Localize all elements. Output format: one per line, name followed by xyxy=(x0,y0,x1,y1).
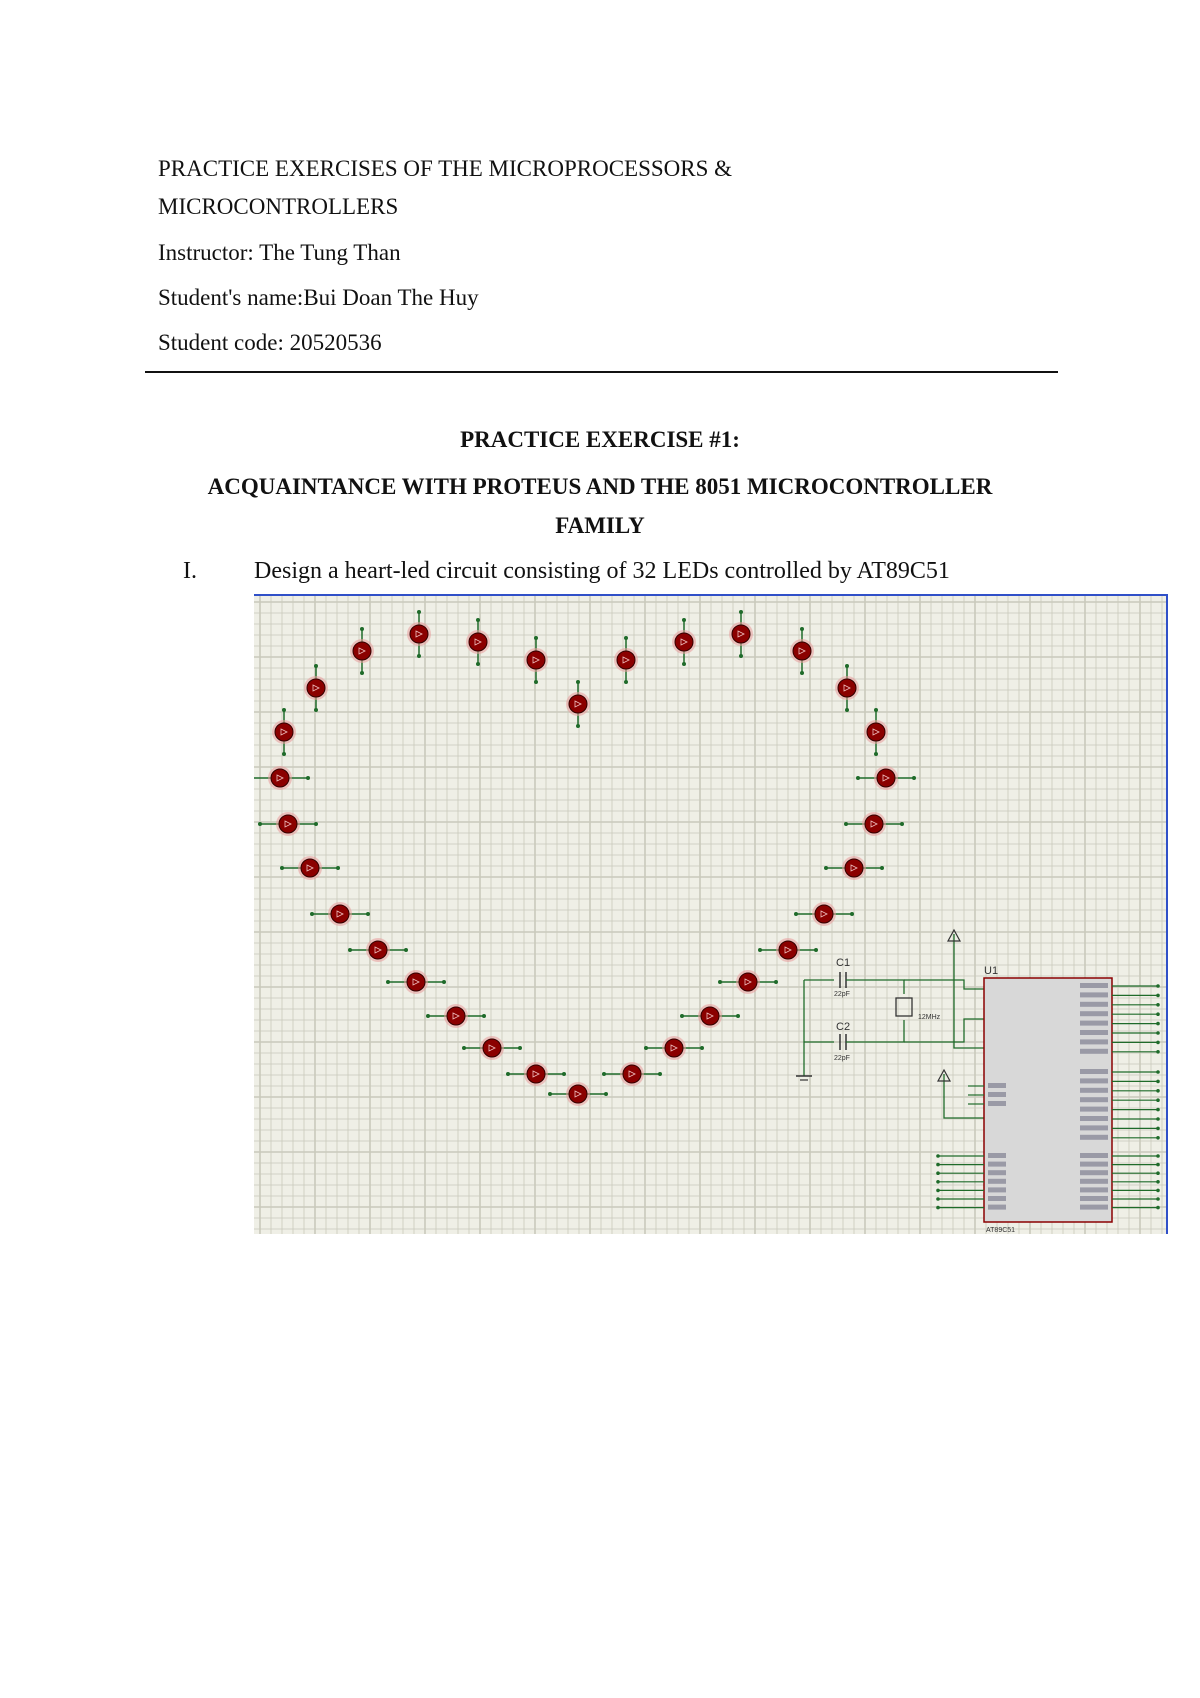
led-pin xyxy=(282,752,286,756)
cap2-label: C2 xyxy=(836,1021,851,1033)
led-pin xyxy=(850,912,854,916)
pin-end xyxy=(1156,1022,1160,1026)
pin-label-box xyxy=(1080,1097,1108,1102)
led-pin xyxy=(476,618,480,622)
proteus-schematic xyxy=(254,594,1168,1234)
pin-end xyxy=(1156,1098,1160,1102)
led-body xyxy=(793,642,811,660)
pin-label-box xyxy=(988,1170,1006,1175)
pin-label-box xyxy=(1080,1030,1108,1035)
schematic-canvas xyxy=(254,596,1166,1234)
pin-end xyxy=(1156,1050,1160,1054)
led-pin xyxy=(360,627,364,631)
led-pin xyxy=(534,636,538,640)
led xyxy=(304,664,328,712)
crystal xyxy=(896,998,912,1016)
student-name-line: Student's name:Bui Doan The Huy xyxy=(158,285,479,310)
led-pin xyxy=(624,680,628,684)
led xyxy=(718,970,778,994)
pin-end xyxy=(1156,984,1160,988)
led-pin xyxy=(417,654,421,658)
led-body xyxy=(301,859,319,877)
led-body xyxy=(815,905,833,923)
led-pin xyxy=(814,948,818,952)
exercise-subtitle-line2: FAMILY xyxy=(555,513,645,538)
led-body xyxy=(275,723,293,741)
led-body xyxy=(701,1007,719,1025)
wire xyxy=(904,1019,984,1042)
pin-label-box xyxy=(1080,1088,1108,1093)
pin-end xyxy=(1156,994,1160,998)
led-body xyxy=(779,941,797,959)
pin-label-box xyxy=(1080,1116,1108,1121)
led xyxy=(254,766,310,790)
led-body xyxy=(527,1065,545,1083)
pin-label-box xyxy=(1080,1205,1108,1210)
led-pin xyxy=(739,610,743,614)
led-pin xyxy=(874,752,878,756)
pin-label-box xyxy=(988,1187,1006,1192)
led-pin xyxy=(856,776,860,780)
led-pin xyxy=(258,822,262,826)
pin-end xyxy=(1156,1031,1160,1035)
led-pin xyxy=(314,822,318,826)
heart-led-array xyxy=(254,610,916,1106)
led-pin xyxy=(824,866,828,870)
pin-end xyxy=(1156,1171,1160,1175)
led-body xyxy=(838,679,856,697)
led xyxy=(386,970,446,994)
led-pin xyxy=(739,654,743,658)
led-pin xyxy=(426,1014,430,1018)
led-pin xyxy=(404,948,408,952)
led xyxy=(758,938,818,962)
led-pin xyxy=(576,724,580,728)
chip-ref-label: U1 xyxy=(984,965,999,977)
pin-end xyxy=(1156,1163,1160,1167)
oscillator-circuit xyxy=(796,930,984,1118)
pin-label-box xyxy=(1080,1078,1108,1083)
led-body xyxy=(675,633,693,651)
section-text: Design a heart-led circuit consisting of 32 LEDs controlled by AT89C51 xyxy=(254,558,950,584)
led-body xyxy=(483,1039,501,1057)
led-pin xyxy=(844,822,848,826)
led-pin xyxy=(680,1014,684,1018)
pin-end xyxy=(1156,1189,1160,1193)
led-pin xyxy=(736,1014,740,1018)
led-body xyxy=(569,695,587,713)
pin-end xyxy=(1156,1206,1160,1210)
led-pin xyxy=(360,671,364,675)
led xyxy=(794,902,854,926)
pin-label-box xyxy=(1080,1187,1108,1192)
pin-label-box xyxy=(988,1162,1006,1167)
pin-label-box xyxy=(1080,1135,1108,1140)
pin-label-box xyxy=(1080,1069,1108,1074)
led xyxy=(602,1062,662,1086)
pin-end xyxy=(936,1180,940,1184)
led xyxy=(729,610,753,658)
led-pin xyxy=(758,948,762,952)
pin-label-box xyxy=(1080,1196,1108,1201)
pin-label-box xyxy=(1080,1107,1108,1112)
led-pin xyxy=(534,680,538,684)
pin-end xyxy=(1156,1117,1160,1121)
led-body xyxy=(623,1065,641,1083)
pin-end xyxy=(1156,1080,1160,1084)
pin-label-box xyxy=(1080,1049,1108,1054)
pin-end xyxy=(1156,1012,1160,1016)
led-pin xyxy=(336,866,340,870)
led xyxy=(644,1036,704,1060)
pin-label-box xyxy=(1080,1179,1108,1184)
led xyxy=(566,680,590,728)
led-pin xyxy=(900,822,904,826)
led-pin xyxy=(314,664,318,668)
led-pin xyxy=(658,1072,662,1076)
led-body xyxy=(271,769,289,787)
led-pin xyxy=(482,1014,486,1018)
led-pin xyxy=(442,980,446,984)
pin-label-box xyxy=(1080,1162,1108,1167)
pin-label-box xyxy=(988,1196,1006,1201)
pin-end xyxy=(936,1206,940,1210)
pin-end xyxy=(936,1171,940,1175)
led xyxy=(310,902,370,926)
pin-label-box xyxy=(1080,992,1108,997)
led xyxy=(864,708,888,756)
led-pin xyxy=(682,662,686,666)
led-pin xyxy=(366,912,370,916)
student-code-line: Student code: 20520536 xyxy=(158,330,382,355)
header-divider xyxy=(145,371,1058,373)
led xyxy=(407,610,431,658)
cap1-value: 22pF xyxy=(834,991,850,998)
pin-label-box xyxy=(1080,1039,1108,1044)
led-pin xyxy=(506,1072,510,1076)
pin-end xyxy=(1156,1127,1160,1131)
pin-label-box xyxy=(1080,1011,1108,1016)
pin-label-box xyxy=(988,1083,1006,1088)
pin-label-box xyxy=(1080,1125,1108,1130)
led-pin xyxy=(548,1092,552,1096)
pin-label-box xyxy=(1080,1021,1108,1026)
led xyxy=(258,812,318,836)
pin-end xyxy=(1156,1197,1160,1201)
led-body xyxy=(617,651,635,669)
led-body xyxy=(877,769,895,787)
led-body xyxy=(279,815,297,833)
led-pin xyxy=(314,708,318,712)
led-pin xyxy=(576,680,580,684)
exercise-subtitle-line1: ACQUAINTANCE WITH PROTEUS AND THE 8051 MICROCONTROLLER xyxy=(207,474,993,499)
pin-end xyxy=(1156,1003,1160,1007)
led-pin xyxy=(386,980,390,984)
pin-end xyxy=(1156,1089,1160,1093)
pin-end xyxy=(1156,1154,1160,1158)
led-pin xyxy=(700,1046,704,1050)
led xyxy=(835,664,859,712)
led xyxy=(672,618,696,666)
led xyxy=(426,1004,486,1028)
exercise-title: PRACTICE EXERCISE #1: xyxy=(460,427,740,452)
led-pin xyxy=(562,1072,566,1076)
led-pin xyxy=(476,662,480,666)
led-body xyxy=(447,1007,465,1025)
at89c51-chip xyxy=(936,965,1160,1234)
led-pin xyxy=(310,912,314,916)
cap1-label: C1 xyxy=(836,957,851,969)
led-body xyxy=(369,941,387,959)
led-body xyxy=(469,633,487,651)
section-numeral: I. xyxy=(183,558,197,584)
led xyxy=(844,812,904,836)
led-pin xyxy=(912,776,916,780)
led-body xyxy=(865,815,883,833)
chip-part-label: AT89C51 xyxy=(986,1227,1016,1234)
pin-label-box xyxy=(988,1153,1006,1158)
led-pin xyxy=(845,708,849,712)
led-pin xyxy=(624,636,628,640)
pin-end xyxy=(1156,1108,1160,1112)
cap2-value: 22pF xyxy=(834,1055,850,1062)
led-body xyxy=(353,642,371,660)
led-pin xyxy=(348,948,352,952)
pin-end xyxy=(936,1163,940,1167)
led-pin xyxy=(602,1072,606,1076)
course-title-line2: MICROCONTROLLERS xyxy=(158,194,399,219)
pin-end xyxy=(1156,1070,1160,1074)
led xyxy=(524,636,548,684)
course-title-line1: PRACTICE EXERCISES OF THE MICROPROCESSORS & xyxy=(158,156,733,181)
led-pin xyxy=(774,980,778,984)
pin-end xyxy=(1156,1041,1160,1045)
led-body xyxy=(732,625,750,643)
pin-end xyxy=(936,1197,940,1201)
pin-label-box xyxy=(988,1101,1006,1106)
led-pin xyxy=(794,912,798,916)
led-pin xyxy=(880,866,884,870)
led-body xyxy=(845,859,863,877)
instructor-line: Instructor: The Tung Than xyxy=(158,240,401,265)
led-pin xyxy=(462,1046,466,1050)
led-pin xyxy=(682,618,686,622)
led-pin xyxy=(518,1046,522,1050)
led-body xyxy=(867,723,885,741)
led-pin xyxy=(604,1092,608,1096)
pin-end xyxy=(936,1189,940,1193)
pin-end xyxy=(1156,1136,1160,1140)
led-pin xyxy=(800,671,804,675)
pin-label-box xyxy=(1080,1170,1108,1175)
led-pin xyxy=(417,610,421,614)
led xyxy=(466,618,490,666)
pin-end xyxy=(936,1154,940,1158)
led-body xyxy=(665,1039,683,1057)
pin-label-box xyxy=(988,1205,1006,1210)
led-body xyxy=(527,651,545,669)
crystal-value: 12MHz xyxy=(918,1014,941,1021)
led-pin xyxy=(845,664,849,668)
pin-label-box xyxy=(1080,1002,1108,1007)
pin-label-box xyxy=(1080,1153,1108,1158)
led-body xyxy=(410,625,428,643)
pin-label-box xyxy=(988,1179,1006,1184)
led-body xyxy=(569,1085,587,1103)
pin-end xyxy=(1156,1180,1160,1184)
led-body xyxy=(331,905,349,923)
led-body xyxy=(407,973,425,991)
led-pin xyxy=(306,776,310,780)
led-pin xyxy=(644,1046,648,1050)
led-body xyxy=(739,973,757,991)
led-pin xyxy=(282,708,286,712)
led xyxy=(614,636,638,684)
led xyxy=(272,708,296,756)
pin-label-box xyxy=(988,1092,1006,1097)
led-pin xyxy=(800,627,804,631)
led-body xyxy=(307,679,325,697)
led-pin xyxy=(280,866,284,870)
led-pin xyxy=(874,708,878,712)
led-pin xyxy=(718,980,722,984)
led xyxy=(348,938,408,962)
pin-label-box xyxy=(1080,983,1108,988)
